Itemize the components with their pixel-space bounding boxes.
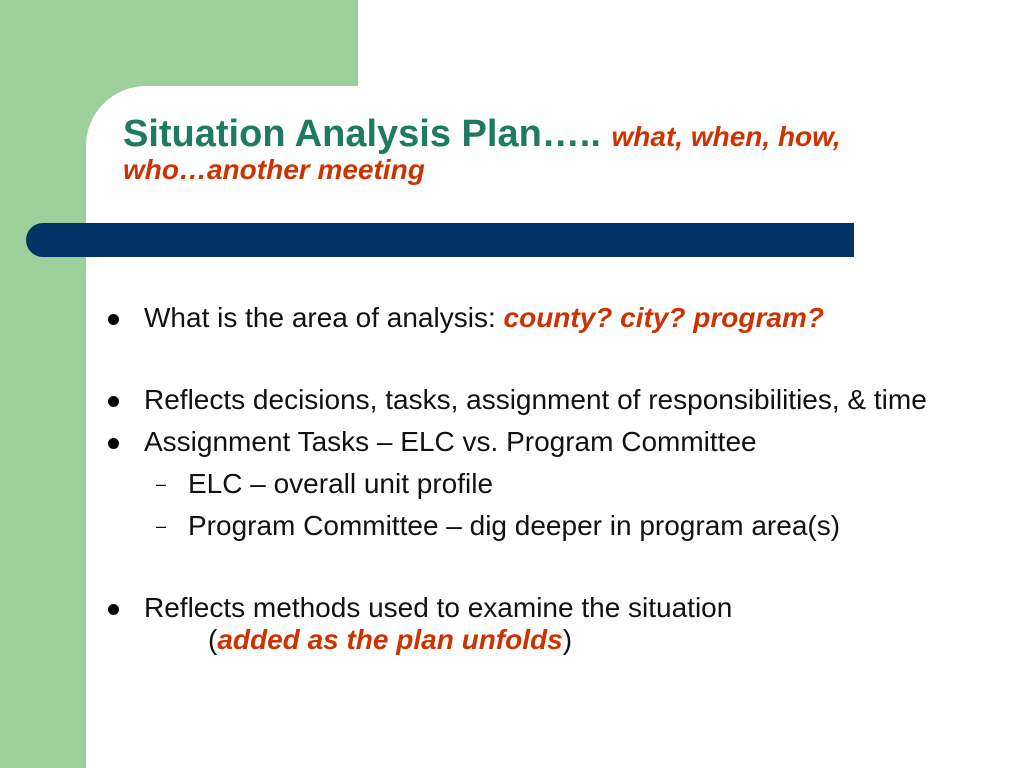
sub-bullet-item [104,510,984,542]
bullet-emphasis: county? city? program? [503,302,824,333]
paren-open: ( [208,624,218,655]
bullet-dot-icon [108,438,119,449]
slide-title [123,114,923,185]
bullet-item [104,302,984,334]
bullet-item [104,426,984,458]
dash-marker-icon: – [156,516,167,536]
bullet-text: Assignment Tasks – ELC vs. Program Committee [144,426,757,457]
title-subtitle: what, when, how, who…another meeting [123,121,841,186]
bullet-text: Reflects decisions, tasks, assignment of responsibilities, & time [144,384,927,415]
bullet-item [104,384,984,416]
sub-bullet-item [104,468,984,500]
sub-bullet-text: ELC – overall unit profile [188,468,494,499]
title-main: Situation Analysis Plan….. [123,113,612,155]
bullet-text: What is the area of analysis: [144,302,504,333]
bullet-dot-icon [108,604,119,615]
sub-bullet-text: Program Committee – dig deeper in program area(s) [188,510,841,541]
bullet-emphasis: added as the plan unfolds [217,624,563,655]
bullet-list [104,302,984,656]
bullet-text: Reflects methods used to examine the situation [144,592,733,623]
paren-close: ) [562,624,573,655]
bullet-item [104,592,984,656]
bullet-dot-icon [108,314,119,325]
bullet-dot-icon [108,396,119,407]
title-underline-bar [26,223,854,257]
dash-marker-icon: – [156,474,167,494]
